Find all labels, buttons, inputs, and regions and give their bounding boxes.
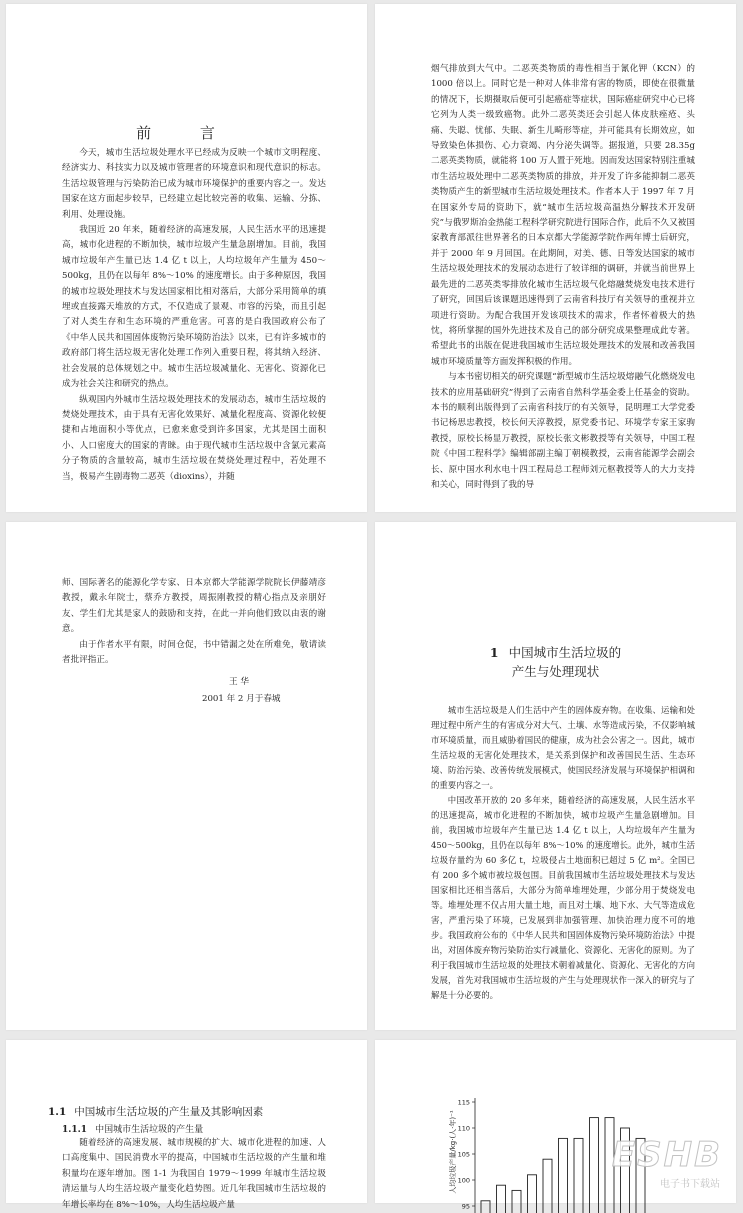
subsection-title — [62, 1122, 203, 1135]
preface-paragraph: 师、国际著名的能源化学专家、日本京都大学能源学院院长伊藤靖彦教授，戴永年院士，蔡乔方教授，周振刚教授的精心指点及亲朋好友、学生们尤其是家人的鼓励和支持，在此一并向他们致以由衷的谢意。 — [62, 576, 326, 638]
chapter-paragraph: 中国改革开放的 20 多年来，随着经济的高速发展，人民生活水平的迅速提高，城市化进程的不断加快，城市垃圾产生量急剧增加。目前，我国城市垃圾年产生量已达 1.4 亿 t 以上，人均垃圾年产生量为 450～500kg，且仍在以每年 8%～10% 的速度增长。此外，城市生活垃圾存量约为 60 多亿 t，垃圾侵占土地面积已超过 5 亿 m²。全国已有 200 多个城市被垃圾包围。目前我国城市生活垃圾处理技术与发达国家相比还相当落后，大部分为简单堆埋处理，少部分用于焚烧发电等。堆埋处理不仅占用大量土地，而且对土壤、地下水、大气等造成危害，严重污染了环境，已发展到非加强管理、加快治理力度不可的地步。我国政府公布的《中华人民共和国固体废物污染环境防治法》中提出，对固体废弃物污染防治实行减量化、资源化、无害化的原则。为了利于我国城市生活垃圾的处理技术朝着减量化、资源化、无害化的方向发展，首先对我国城市生活垃圾的产生与处理现状作一深入的研究与了解是十分必要的。 — [431, 793, 695, 1003]
y-tick-label: 110 — [458, 1125, 470, 1133]
chapter-body — [431, 703, 695, 1003]
bar — [512, 1190, 521, 1213]
watermark-logo: ESHB — [612, 1135, 722, 1175]
chart-y-ticks — [458, 1099, 475, 1213]
preface-paragraph: 由于作者水平有限，时间仓促，书中错漏之处在所难免，敬请读者批评指正。 — [62, 638, 326, 669]
page-chapter-1 — [375, 522, 736, 1030]
y-tick-label: 100 — [458, 1177, 470, 1185]
preface-body — [62, 146, 326, 485]
preface-paragraph: 我国近 20 年来，随着经济的高速发展，人民生活水平的迅速提高，城市化进程的不断加快，城市垃圾产生量急剧增加。目前，我国城市垃圾年产生量已达 1.4 亿 t 以上，人均垃圾年产生量为 450～500kg，且仍在以每年 8%～10% 的速度增长。由于多种原因，我国的城市垃圾处理技术与发达国家相比相对落后，大部分采用简单的填埋或直接露天堆放的方式，不仅造成了景观、市容的污染，而且引起了对人类生存和生态环境的严重危害。可喜的是白我国政府公布了《中华人民共和国固体废物污染环境防治法》以来，已有许多城市的政府部门将生活垃圾无害化处理工作列入重要日程，将其纳入经济、社会发展的总体规划之中。城市生活垃圾减量化、无害化、资源化已成为社会关注和研究的热点。 — [62, 223, 326, 392]
y-tick-label: 95 — [462, 1203, 470, 1211]
page-preface-2 — [375, 4, 736, 512]
chapter-paragraph: 城市生活垃圾是人们生活中产生的固体废弃物。在收集、运输和处理过程中所产生的有害成分对大气、土壤、水等造成污染，不仅影响城市环境质量，而且威胁着国民的健康，成为社会公害之一。因此，城市生活垃圾的无害化处理技术，是关系到保护和改善国民生活、生态环境、防治污染、改善传统发展模式，使国民经济发展与环境保护相调和的重要内容之一。 — [431, 703, 695, 793]
preface-author: 王 华 — [229, 675, 249, 687]
bar — [559, 1138, 568, 1213]
chapter-number: 1 — [490, 645, 499, 660]
preface-paragraph: 纵观国内外城市生活垃圾处理技术的发展动态，城市生活垃圾的焚烧处理技术，由于具有无害化效果好、减量化程度高、资源化较便捷和占地面积小等优点，已愈来愈受到许多国家，尤其是国土面积小、人口密度大的国家的青睐。由于现代城市生活垃圾中含氯元素高分子物质的含量较高，城市生活垃圾在焚烧处理过程中，若处理不当，极易产生剧毒物二恶英（dioxins），并随 — [62, 393, 326, 485]
preface-continued-body — [431, 62, 695, 493]
y-tick-label: 105 — [458, 1151, 470, 1159]
watermark — [572, 1135, 722, 1193]
chart-y-label: 人均垃圾产量/kg·(人·年)⁻¹ — [448, 1110, 457, 1193]
preface-paragraph: 今天，城市生活垃圾处理水平已经成为反映一个城市文明程度、经济实力、科技实力以及城市管理者的环境意识和现代意识的标志。生活垃圾管理与污染防治已成为城市环境保护的重要内容之一。发达国家在这方面起步较早，已经建立起比较完善的收集、运输、分拣、利用、处理设施。 — [62, 146, 326, 223]
chapter-title-line2: 产生与处理现状 — [375, 662, 736, 681]
chapter-title-line1: 中国城市生活垃圾的 — [509, 645, 622, 660]
bar — [497, 1185, 506, 1213]
bar — [543, 1159, 552, 1213]
section-paragraph: 随着经济的高速发展、城市规模的扩大、城市化进程的加速、人口高度集中、国民消费水平的提高，中国城市生活垃圾的产生量和堆积量均在逐年增加。图 1-1 为我国自 1979～1999 年城市生活垃圾清运量与人均生活垃圾产量变化趋势图。近几年我国城市生活垃圾的年增长率均在 8%～10%，人均生活垃圾产量 — [62, 1136, 326, 1213]
preface-date: 2001 年 2 月于春城 — [202, 692, 281, 704]
watermark-caption: 电子书下载站 — [660, 1175, 720, 1190]
page-preface-3 — [6, 522, 367, 1030]
preface-paragraph: 与本书密切相关的研究课题“新型城市生活垃圾熔融气化燃烧发电技术的应用基础研究”得到了云南省自然科学基金委上任基金的资助。本书的顺利出版得到了云南省科技厅的有关领导，昆明理工大学党委书记杨思忠教授，校长何天淳教授，原党委书记、环境学专家王家驹教授，原校长杨显万教授，原校长张文彬教授等有关领导，中国工程院《中国工程科学》编辑部副主编丁朝模教授，云南省能源学会副会长、原中国水利水电十四工程局总工程师刘元枢教授等人的大力支持和关心，同时得到了我的导 — [431, 370, 695, 493]
chapter-title — [375, 643, 736, 681]
section-title — [48, 1104, 263, 1119]
section-body — [62, 1136, 326, 1213]
page-section-1-1 — [6, 1040, 367, 1203]
preface-closing-body — [62, 576, 326, 668]
bar — [528, 1175, 537, 1213]
section-number: 1.1 — [48, 1106, 66, 1118]
page-preface-1 — [6, 4, 367, 512]
preface-paragraph: 烟气排放到大气中。二恶英类物质的毒性相当于氰化钾（KCN）的 1000 倍以上。同时它是一种对人体非常有害的物质，即使在很微量的情况下，长期摄取后便可引起癌症等症状，国际癌症研究中心已将它列为人类一级致癌物。此外二恶英类还会引起人体皮肤痤疮、头痛、失聪、忧郁、失眠、新生儿畸形等症，并可能具有长期效应，如导致染色体损伤、心力衰竭、内分泌失调等。据报道，只要 28.35g 二恶英类物质，就能将 100 万人置于死地。因而发达国家特别注重城市生活垃圾处理中二恶英类物质的排放，并开发了许多能抑制二恶英类物质产生的新型城市生活垃圾处理技术。作者本人于 1997 年 7 月在国家外专局的资助下，就“城市生活垃圾高温热分解技术开发研究”与俄罗斯冶金热能工程科学研究院进行国际合作，此后不久又被国家教育部派往世界著名的日本京都大学能源学院作两年博士后研究，并于 2000 年 9 月回国。在此期间，对美、德、日等发达国家的城市生活垃圾处理技术的发展动态进行了较详细的调研，并就当前世界上最先进的二恶英类零排放化城市生活垃圾气化熔融焚烧发电技术进行了研究，回国后该课题迅速得到了云南省科技厅有关领导的重视并立项进行资助。为配合我国开发该项技术的需求，作者怀着极大的热忱，将所掌握的国外先进技术及自己的部分研究成果整理成此专著。希望此书的出版在促进我国城市生活垃圾处理技术的发展和改善我国城市环境质量等方面发挥积极的作用。 — [431, 62, 695, 370]
preface-title: 前 言 — [6, 122, 367, 143]
subsection-title-text: 中国城市生活垃圾的产生量 — [95, 1125, 203, 1135]
page-figure-1-1 — [375, 1040, 736, 1203]
y-tick-label: 115 — [458, 1099, 470, 1107]
section-title-text: 中国城市生活垃圾的产生量及其影响因素 — [74, 1106, 263, 1118]
bar — [481, 1201, 490, 1213]
subsection-number: 1.1.1 — [62, 1125, 87, 1135]
